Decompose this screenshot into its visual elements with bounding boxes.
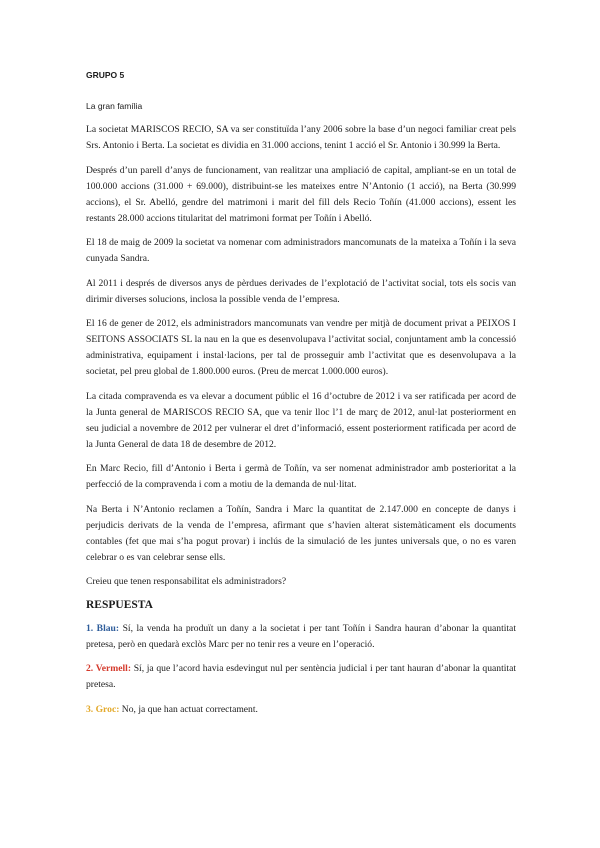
answer-text: Sí, ja que l’acord havia esdevingut nul per sentència judicial i per tant hauran d’abonar la quantitat pretesa. [86, 663, 516, 690]
answer-text: Sí, la venda ha produït un dany a la societat i per tant Toñín i Sandra hauran d’abonar la quantitat pretesa, però en quedarà exclòs Marc per no tenir res a veure en l’operació. [86, 622, 516, 650]
answer-text: No, ja que han actuat correctament. [119, 703, 258, 715]
answer-vermell [86, 661, 516, 693]
answer-label: 1. Blau: [86, 622, 120, 634]
case-title: La gran família [86, 101, 143, 111]
paragraph: Després d’un parell d’anys de funcionament, van realitzar una ampliació de capital, ampliant-se en un total de 100.000 accions (31.000 + 69.000), distribuint-se les mateixes entre N’Antonio (1 acció), na Berta (30.999 accions), el Sr. Abelló, gendre del matrimoni i marit del fill dels Recio Toñín (41.000 accions), essent les restants 28.000 accions titularitat del matrimoni format per Toñín i Abelló. [86, 164, 516, 224]
group-heading: GRUPO 5 [86, 70, 125, 80]
paragraph: La citada compravenda es va elevar a document públic el 16 d’octubre de 2012 i va ser ratificada per acord de la Junta general de MARISCOS RECIO SA, que va tenir lloc l’1 de març de 2012, anul·lat posteriorment en seu judicial a novembre de 2012 per vulnerar el dret d’informació, essent posteriorment ratificada per acord de la Junta General de data 18 de desembre de 2012. [86, 390, 516, 450]
paragraph: En Marc Recio, fill d’Antonio i Berta i germà de Toñín, va ser nomenat administrador amb posterioritat a la perfecció de la compravenda i com a motiu de la demanda de nul·litat. [86, 463, 516, 490]
response-heading: RESPUESTA [86, 598, 153, 611]
answer-label: 3. Groc: [86, 703, 120, 715]
paragraph: El 16 de gener de 2012, els administradors mancomunats van vendre per mitjà de document privat a PEIXOS I SEITONS ASSOCIATS SL la nau en la que es desenvolupava l’activitat social, conjuntament amb la concessió administrativa, equipament i instal·lacions, per tal de prosseguir amb l’activitat que es desenvolupava a la societat, pel preu global de 1.800.000 euros. (Preu de mercat 1.000.000 euros). [86, 318, 516, 377]
paragraph: Al 2011 i després de diversos anys de pèrdues derivades de l’explotació de l’activitat social, tots els socis van dirimir diverses solucions, inclosa la possible venda de l’empresa. [86, 277, 516, 305]
question: Creieu que tenen responsabilitat els administradors? [86, 576, 287, 587]
paragraph: El 18 de maig de 2009 la societat va nomenar com administradors mancomunats de la mateixa a Toñín i la seva cunyada Sandra. [86, 237, 516, 264]
paragraph: La societat MARISCOS RECIO, SA va ser constituïda l’any 2006 sobre la base d’un negoci familiar creat pels Srs. Antonio i Berta. La societat es dividia en 31.000 accions, tenint 1 acció el Sr. Antonio i 30.999 la Berta. [86, 124, 516, 151]
paragraph: Na Berta i N’Antonio reclamen a Toñín, Sandra i Marc la quantitat de 2.147.000 en concepte de danys i perjudicis derivats de la venda de l’empresa, afirmant que s’havien alterat sistemàticament els documents contables (fet que mai s’ha pogut provar) i inclús de la simulació de les juntes universals que, o no es varen celebrar o es van celebrar sense ells. [86, 503, 516, 563]
answer-label: 2. Vermell: [86, 663, 132, 674]
document-body [86, 70, 516, 726]
answer-blau [86, 621, 516, 653]
answer-groc [86, 702, 516, 718]
